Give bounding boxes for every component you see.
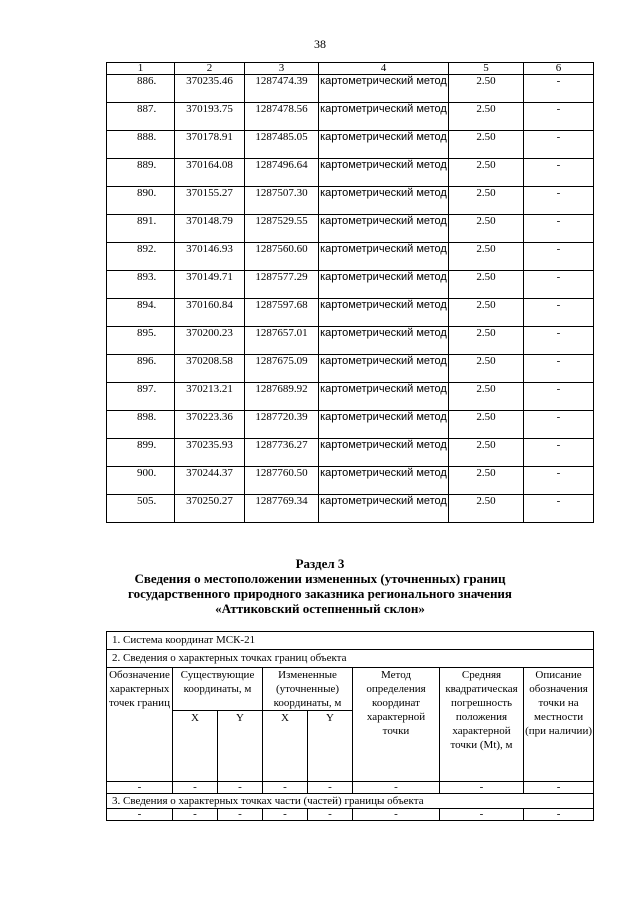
header-cell: 6 <box>524 63 594 75</box>
x-coordinate-cell: 370149.71 <box>175 271 245 299</box>
col-desc-header: Описание обозначения точки на местности (при наличии) <box>524 668 594 782</box>
header-cell: 5 <box>449 63 524 75</box>
table-row <box>107 103 594 131</box>
x-coordinate-cell: 370250.27 <box>175 495 245 523</box>
point-number-cell: 888. <box>107 131 175 159</box>
description-cell: - <box>524 187 594 215</box>
table-row <box>107 215 594 243</box>
point-number-cell: 891. <box>107 215 175 243</box>
table-row <box>107 383 594 411</box>
y-coordinate-cell: 1287577.29 <box>245 271 319 299</box>
point-number-cell: 890. <box>107 187 175 215</box>
method-cell: картометрический метод <box>319 215 449 243</box>
description-cell: - <box>524 467 594 495</box>
point-number-cell: 893. <box>107 271 175 299</box>
description-cell: - <box>524 411 594 439</box>
table-row <box>107 495 594 523</box>
x-coordinate-cell: 370193.75 <box>175 103 245 131</box>
error-cell: 2.50 <box>449 439 524 467</box>
points-info-row: 2. Сведения о характерных точках границ объекта <box>107 650 594 668</box>
x-coordinate-cell: 370223.36 <box>175 411 245 439</box>
error-cell: 2.50 <box>449 327 524 355</box>
x-coordinate-cell: 370208.58 <box>175 355 245 383</box>
coordinate-system-row: 1. Система координат МСК-21 <box>107 632 594 650</box>
x-coordinate-cell: 370160.84 <box>175 299 245 327</box>
dash-cell: - <box>263 809 308 821</box>
dash-cell: - <box>218 782 263 794</box>
method-cell: картометрический метод <box>319 271 449 299</box>
y-coordinate-cell: 1287485.05 <box>245 131 319 159</box>
description-cell: - <box>524 439 594 467</box>
table-row <box>107 327 594 355</box>
y-coordinate-cell: 1287760.50 <box>245 467 319 495</box>
table-row <box>107 131 594 159</box>
method-cell: картометрический метод <box>319 299 449 327</box>
point-number-cell: 899. <box>107 439 175 467</box>
method-cell: картометрический метод <box>319 103 449 131</box>
dash-cell: - <box>308 809 353 821</box>
point-number-cell: 892. <box>107 243 175 271</box>
dash-cell: - <box>107 782 173 794</box>
col-changed-header: Измененные (уточненные) координаты, м <box>263 668 353 711</box>
error-cell: 2.50 <box>449 75 524 103</box>
description-cell: - <box>524 355 594 383</box>
x-coordinate-cell: 370235.93 <box>175 439 245 467</box>
error-cell: 2.50 <box>449 215 524 243</box>
x-header: X <box>263 711 308 782</box>
y-coordinate-cell: 1287478.56 <box>245 103 319 131</box>
error-cell: 2.50 <box>449 411 524 439</box>
y-coordinate-cell: 1287675.09 <box>245 355 319 383</box>
point-number-cell: 895. <box>107 327 175 355</box>
y-coordinate-cell: 1287769.34 <box>245 495 319 523</box>
y-coordinate-cell: 1287496.64 <box>245 159 319 187</box>
x-header: X <box>173 711 218 782</box>
y-coordinate-cell: 1287474.39 <box>245 75 319 103</box>
y-coordinate-cell: 1287720.39 <box>245 411 319 439</box>
error-cell: 2.50 <box>449 131 524 159</box>
error-cell: 2.50 <box>449 299 524 327</box>
part-points-row: 3. Сведения о характерных точках части (частей) границы объекта <box>107 794 594 809</box>
error-cell: 2.50 <box>449 467 524 495</box>
y-coordinate-cell: 1287689.92 <box>245 383 319 411</box>
section-heading-block <box>0 556 640 616</box>
dash-cell: - <box>263 782 308 794</box>
method-cell: картометрический метод <box>319 411 449 439</box>
dash-cell: - <box>440 809 524 821</box>
table-row <box>107 243 594 271</box>
description-cell: - <box>524 243 594 271</box>
point-number-cell: 900. <box>107 467 175 495</box>
table-row <box>107 439 594 467</box>
error-cell: 2.50 <box>449 159 524 187</box>
y-header: Y <box>308 711 353 782</box>
table-row <box>107 159 594 187</box>
error-cell: 2.50 <box>449 187 524 215</box>
point-number-cell: 894. <box>107 299 175 327</box>
dash-cell: - <box>440 782 524 794</box>
col-method-header: Метод определения координат характерной точки <box>353 668 440 782</box>
table-row <box>107 187 594 215</box>
description-cell: - <box>524 215 594 243</box>
description-cell: - <box>524 159 594 187</box>
table-row <box>107 299 594 327</box>
method-cell: картометрический метод <box>319 495 449 523</box>
x-coordinate-cell: 370213.21 <box>175 383 245 411</box>
error-cell: 2.50 <box>449 243 524 271</box>
col-point-header: Обозначение характерных точек границ <box>107 668 173 782</box>
y-coordinate-cell: 1287560.60 <box>245 243 319 271</box>
method-cell: картометрический метод <box>319 131 449 159</box>
y-coordinate-cell: 1287657.01 <box>245 327 319 355</box>
point-number-cell: 889. <box>107 159 175 187</box>
description-cell: - <box>524 327 594 355</box>
y-coordinate-cell: 1287597.68 <box>245 299 319 327</box>
method-cell: картометрический метод <box>319 243 449 271</box>
dash-cell: - <box>353 782 440 794</box>
dash-cell: - <box>524 809 594 821</box>
dash-cell: - <box>107 809 173 821</box>
description-cell: - <box>524 299 594 327</box>
table-row <box>107 271 594 299</box>
y-coordinate-cell: 1287736.27 <box>245 439 319 467</box>
method-cell: картометрический метод <box>319 327 449 355</box>
description-cell: - <box>524 131 594 159</box>
x-coordinate-cell: 370200.23 <box>175 327 245 355</box>
dash-cell: - <box>353 809 440 821</box>
error-cell: 2.50 <box>449 103 524 131</box>
dash-cell: - <box>218 809 263 821</box>
y-coordinate-cell: 1287529.55 <box>245 215 319 243</box>
point-number-cell: 505. <box>107 495 175 523</box>
description-cell: - <box>524 495 594 523</box>
table-row <box>107 411 594 439</box>
table-header-row <box>107 63 594 75</box>
point-number-cell: 886. <box>107 75 175 103</box>
coordinates-table <box>106 62 594 523</box>
page-number: 38 <box>314 37 326 51</box>
description-cell: - <box>524 103 594 131</box>
point-number-cell: 896. <box>107 355 175 383</box>
table-row <box>107 467 594 495</box>
col-existing-header: Существующие координаты, м <box>173 668 263 711</box>
point-number-cell: 897. <box>107 383 175 411</box>
method-cell: картометрический метод <box>319 383 449 411</box>
x-coordinate-cell: 370244.37 <box>175 467 245 495</box>
x-coordinate-cell: 370164.08 <box>175 159 245 187</box>
dash-cell: - <box>173 809 218 821</box>
x-coordinate-cell: 370178.91 <box>175 131 245 159</box>
method-cell: картометрический метод <box>319 187 449 215</box>
x-coordinate-cell: 370148.79 <box>175 215 245 243</box>
method-cell: картометрический метод <box>319 159 449 187</box>
table-row <box>107 355 594 383</box>
header-cell: 2 <box>175 63 245 75</box>
section-title-line: «Аттиковский остепненный склон» <box>215 601 425 616</box>
method-cell: картометрический метод <box>319 467 449 495</box>
header-cell: 1 <box>107 63 175 75</box>
header-cell: 4 <box>319 63 449 75</box>
error-cell: 2.50 <box>449 495 524 523</box>
section-title-line: Сведения о местоположении измененных (уточненных) границ <box>134 571 506 586</box>
error-cell: 2.50 <box>449 355 524 383</box>
y-coordinate-cell: 1287507.30 <box>245 187 319 215</box>
dash-cell: - <box>524 782 594 794</box>
method-cell: картометрический метод <box>319 75 449 103</box>
x-coordinate-cell: 370155.27 <box>175 187 245 215</box>
x-coordinate-cell: 370146.93 <box>175 243 245 271</box>
description-cell: - <box>524 271 594 299</box>
section-title-line: государственного природного заказника регионального значения <box>128 586 512 601</box>
point-number-cell: 898. <box>107 411 175 439</box>
table-row <box>107 75 594 103</box>
x-coordinate-cell: 370235.46 <box>175 75 245 103</box>
description-cell: - <box>524 75 594 103</box>
boundary-points-table <box>106 631 594 821</box>
point-number-cell: 887. <box>107 103 175 131</box>
method-cell: картометрический метод <box>319 355 449 383</box>
error-cell: 2.50 <box>449 271 524 299</box>
description-cell: - <box>524 383 594 411</box>
dash-cell: - <box>173 782 218 794</box>
dash-cell: - <box>308 782 353 794</box>
header-cell: 3 <box>245 63 319 75</box>
y-header: Y <box>218 711 263 782</box>
col-error-header: Средняя квадратическая погрешность положения характерной точки (Mt), м <box>440 668 524 782</box>
error-cell: 2.50 <box>449 383 524 411</box>
section-heading: Раздел 3 <box>295 556 345 571</box>
method-cell: картометрический метод <box>319 439 449 467</box>
